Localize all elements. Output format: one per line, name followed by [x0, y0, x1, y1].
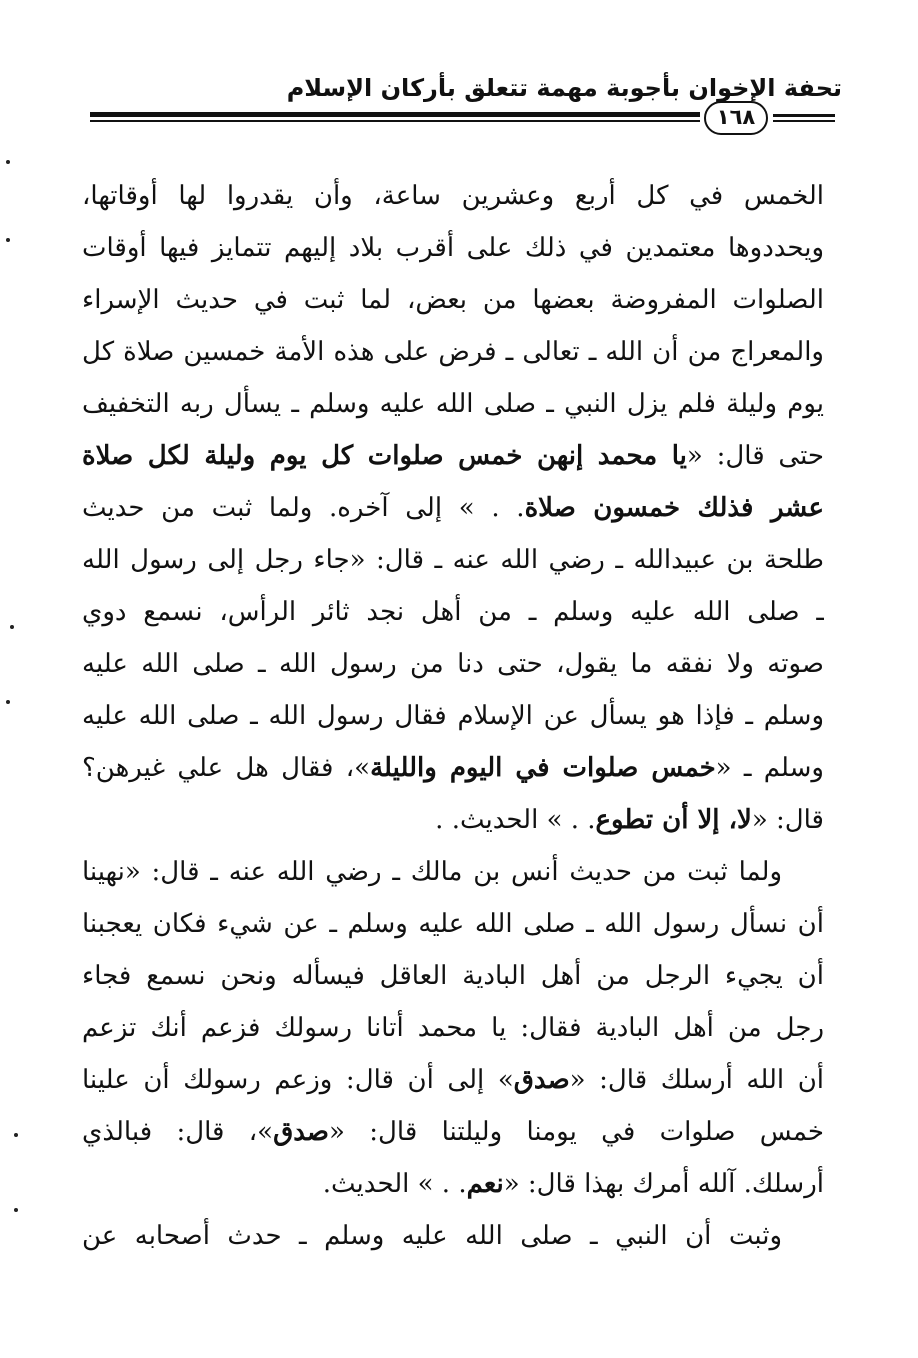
hadith-quote-bold: صدق — [513, 1065, 570, 1095]
text-line — [82, 274, 824, 326]
hadith-quote-bold: خمس صلوات في اليوم والليلة — [370, 753, 716, 783]
header-rule-thin — [90, 120, 700, 122]
header-rule-right-thin — [773, 120, 835, 122]
scan-mark — [6, 160, 10, 164]
line-text: أن يجيء الرجل من أهل البادية العاقل فيسأله ونحن نسمع فجاء — [82, 961, 824, 991]
scan-mark — [14, 1133, 18, 1137]
hadith-quote-bold: نعم — [466, 1169, 504, 1199]
line-text: الصلوات المفروضة بعضها من بعض، لما ثبت في حديث الإسراء — [82, 285, 824, 315]
text-line — [82, 430, 824, 482]
line-text: . . » الحديث. — [322, 1169, 467, 1199]
scan-mark — [14, 1208, 18, 1212]
line-text: صوته ولا نفقه ما يقول، حتى دنا من رسول الله ـ صلى الله عليه — [82, 649, 824, 679]
line-text: وسلم ـ « — [715, 753, 824, 783]
hadith-quote-bold: لا، إلا أن تطوع — [595, 805, 752, 835]
text-line — [82, 1210, 824, 1262]
line-text: رجل من أهل البادية فقال: يا محمد أتانا رسولك فزعم أنك تزعم — [82, 1013, 824, 1043]
text-line — [82, 326, 824, 378]
line-text: أرسلك. آلله أمرك بهذا قال: « — [503, 1169, 824, 1199]
text-line — [82, 898, 824, 950]
hadith-quote-bold: يا محمد إنهن خمس صلوات كل يوم وليلة لكل صلاة — [82, 441, 687, 471]
hadith-quote-bold: صدق — [273, 1117, 329, 1147]
scan-mark — [10, 625, 14, 629]
scan-mark — [6, 238, 10, 242]
line-text: طلحة بن عبيدالله ـ رضي الله عنه ـ قال: «جاء رجل إلى رسول الله — [82, 545, 824, 575]
text-line — [82, 1054, 824, 1106]
text-line — [82, 950, 824, 1002]
line-text: أن نسأل رسول الله ـ صلى الله عليه وسلم ـ عن شيء فكان يعجبنا — [82, 909, 824, 939]
line-text: . . » الحديث. . — [435, 805, 596, 835]
text-line — [82, 1002, 824, 1054]
text-line — [82, 846, 824, 898]
line-text: »، فقال هل علي غيرهن؟ — [82, 753, 371, 783]
text-line — [82, 222, 824, 274]
line-text: ويحددوها معتمدين في ذلك على أقرب بلاد إليهم تتمايز فيها أوقات — [82, 233, 824, 263]
hadith-quote-bold: عشر فذلك خمسون صلاة — [524, 493, 824, 523]
text-line — [82, 534, 824, 586]
text-line — [82, 742, 824, 794]
text-line — [82, 170, 824, 222]
scan-mark — [6, 700, 10, 704]
line-text: »، قال: فبالذي — [82, 1117, 274, 1147]
line-text: يوم وليلة فلم يزل النبي ـ صلى الله عليه وسلم ـ يسأل ربه التخفيف — [82, 389, 824, 419]
page-number: ١٦٨ — [704, 101, 768, 135]
header-rule-right — [773, 114, 835, 117]
line-text: حتى قال: « — [686, 441, 824, 471]
line-text: والمعراج من أن الله ـ تعالى ـ فرض على هذه الأمة خمسين صلاة كل — [82, 337, 824, 367]
text-line — [82, 638, 824, 690]
text-line — [82, 586, 824, 638]
line-text: وسلم ـ فإذا هو يسأل عن الإسلام فقال رسول الله ـ صلى الله عليه — [82, 701, 824, 731]
text-line — [82, 378, 824, 430]
header-rule-thick — [90, 112, 700, 117]
line-text: الخمس في كل أربع وعشرين ساعة، وأن يقدروا لها أوقاتها، — [82, 181, 824, 211]
line-text: » إلى أن قال: وزعم رسولك أن علينا — [82, 1065, 514, 1095]
text-line — [82, 1158, 824, 1210]
line-text: ـ صلى الله عليه وسلم ـ من أهل نجد ثائر الرأس، نسمع دوي — [82, 597, 824, 627]
text-line — [82, 794, 824, 846]
text-line — [82, 482, 824, 534]
text-line — [82, 1106, 824, 1158]
line-text: . . » إلى آخره. ولما ثبت من حديث — [82, 493, 525, 523]
line-text: أن الله أرسلك قال: « — [569, 1065, 824, 1095]
line-text: خمس صلوات في يومنا وليلتنا قال: « — [329, 1117, 824, 1147]
body-text — [82, 170, 824, 1262]
line-text: ولما ثبت من حديث أنس بن مالك ـ رضي الله عنه ـ قال: «نهينا — [82, 857, 782, 887]
line-text: قال: « — [751, 805, 824, 835]
running-header-title: تحفة الإخوان بأجوبة مهمة تتعلق بأركان الإسلام — [286, 74, 842, 102]
text-line — [82, 690, 824, 742]
line-text: وثبت أن النبي ـ صلى الله عليه وسلم ـ حدث أصحابه عن — [82, 1221, 782, 1251]
